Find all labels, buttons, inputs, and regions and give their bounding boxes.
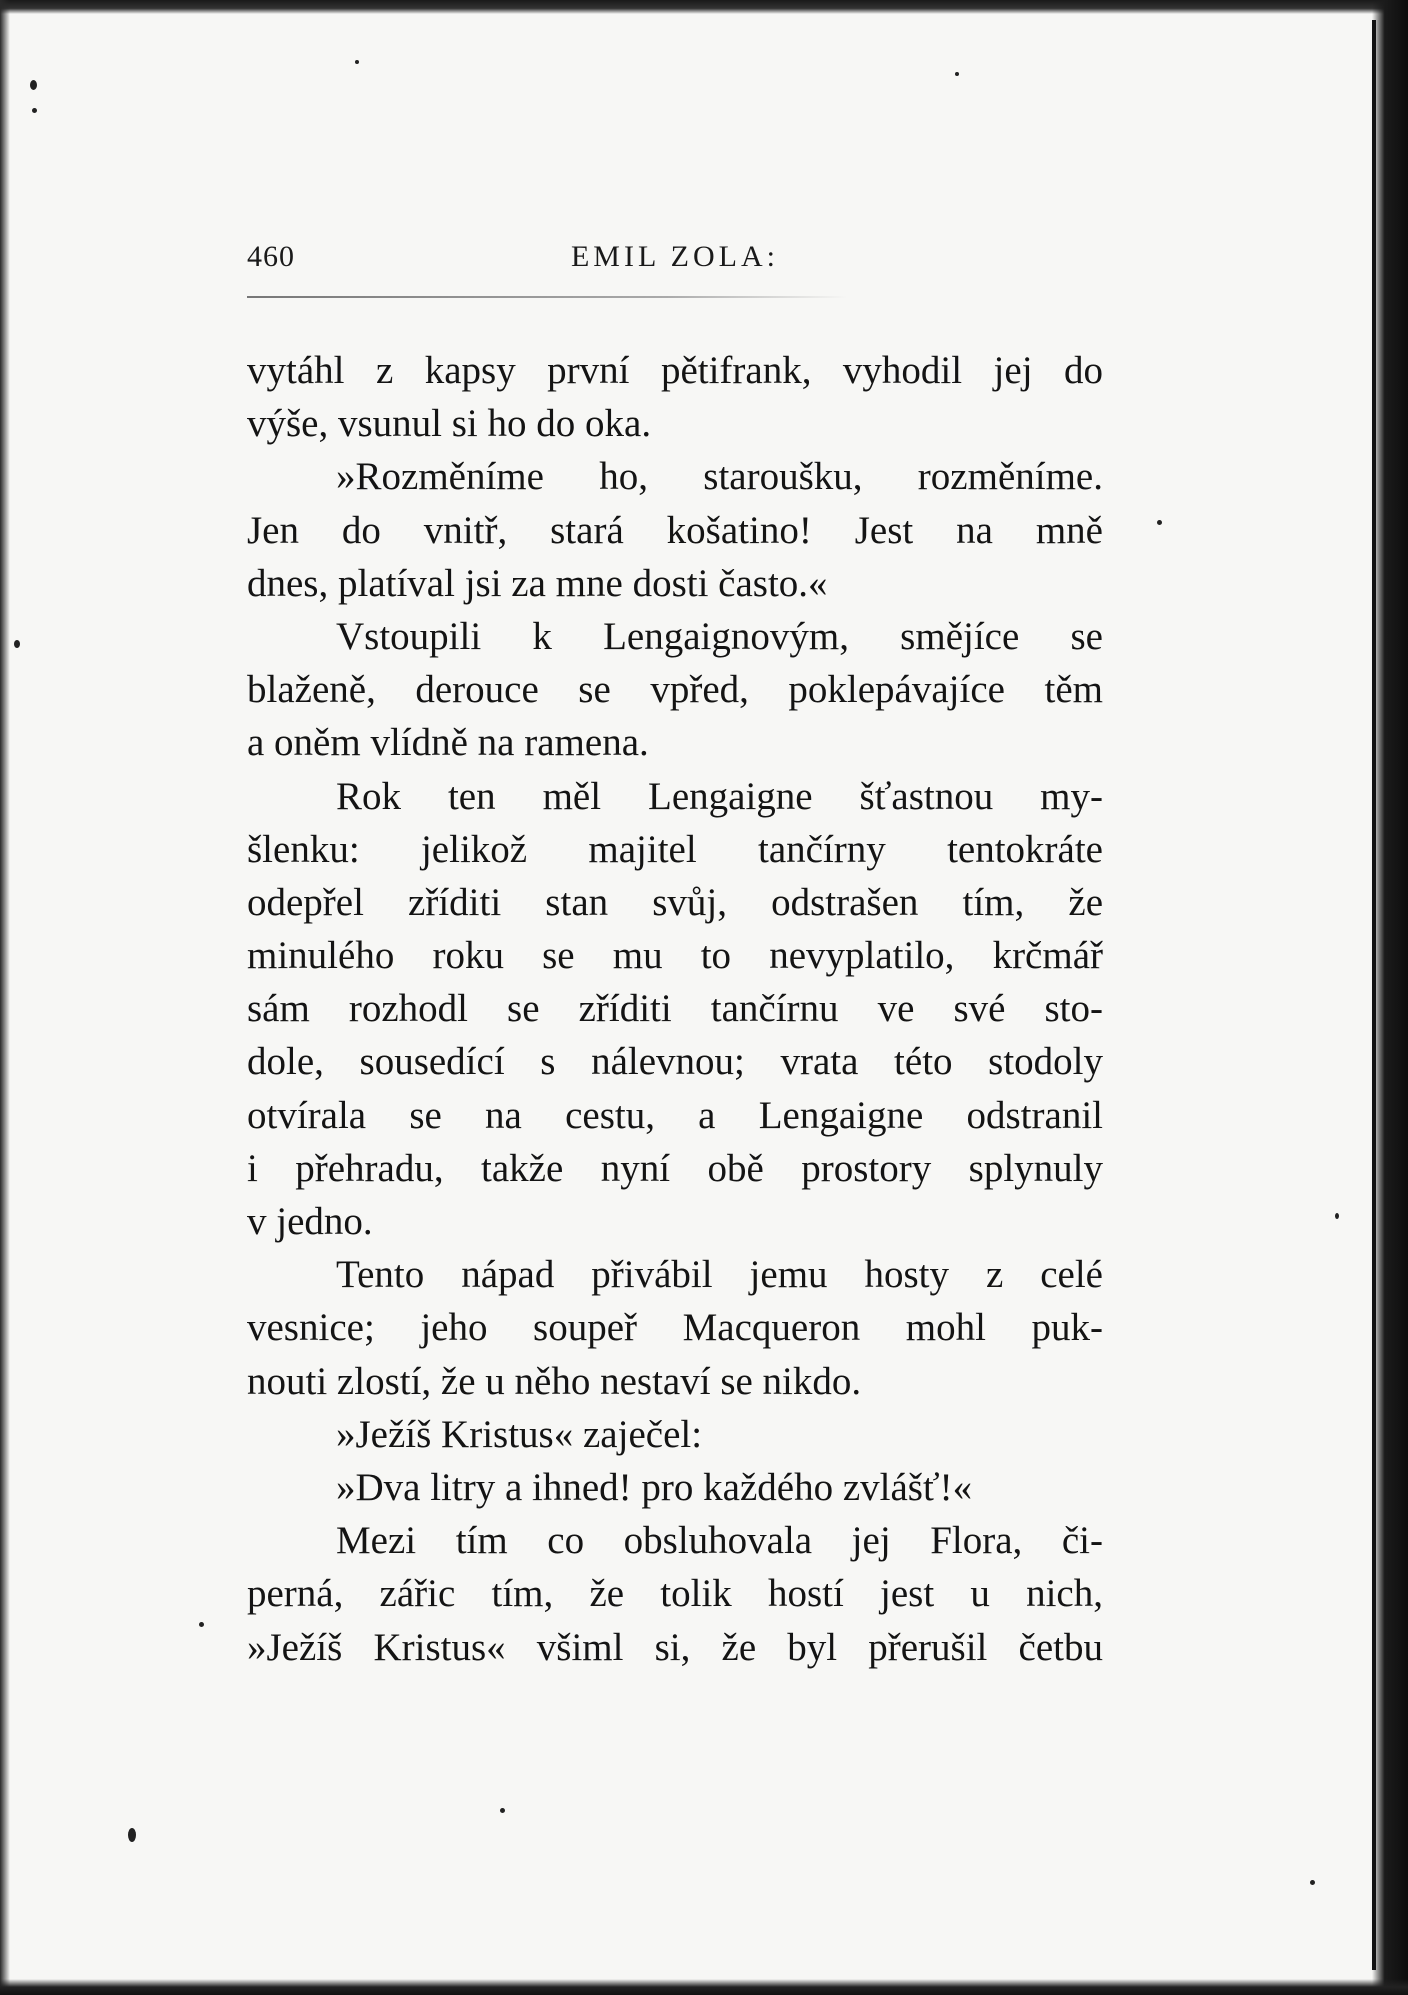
text-line: perná, zářic tím, že tolik hostí jest u nich, bbox=[247, 1572, 1103, 1616]
scan-speck bbox=[1335, 1213, 1339, 1219]
scan-speck bbox=[1157, 520, 1162, 525]
scan-speck bbox=[128, 1828, 136, 1842]
text-line: odepřel zříditi stan svůj, odstrašen tím, že bbox=[247, 880, 1103, 924]
scan-speck bbox=[500, 1808, 505, 1813]
scan-speck bbox=[199, 1622, 204, 1627]
page-number: 460 bbox=[247, 240, 295, 273]
text-line: v jedno. bbox=[247, 1200, 373, 1243]
page-header bbox=[247, 240, 1103, 280]
text-line: výše, vsunul si ho do oka. bbox=[247, 402, 652, 446]
scan-speck bbox=[14, 640, 20, 648]
scan-edge-top bbox=[0, 0, 1408, 14]
text-line: a oněm vlídně na ramena. bbox=[247, 721, 649, 765]
text-line: šlenku: jelikož majitel tančírny tentokráte bbox=[247, 827, 1103, 871]
text-line: dnes, platíval jsi za mne dosti často.« bbox=[247, 561, 828, 605]
scan-edge-bottom bbox=[0, 1979, 1408, 1995]
text-line: »Ježíš Kristus« zaječel: bbox=[336, 1412, 703, 1456]
scan-speck bbox=[955, 72, 959, 76]
header-rule bbox=[247, 296, 847, 298]
running-head: EMIL ZOLA: bbox=[570, 240, 780, 273]
text-line: Mezi tím co obsluhovala jej Flora, či- bbox=[336, 1519, 1103, 1563]
text-line: i přehradu, takže nyní obě prostory splynuly bbox=[247, 1146, 1103, 1190]
text-line: »Dva litry a ihned! pro každého zvlášť!« bbox=[336, 1465, 973, 1509]
text-line: vesnice; jeho soupeř Macqueron mohl puk- bbox=[247, 1306, 1103, 1350]
text-line: minulého roku se mu to nevyplatilo, krčmář bbox=[247, 934, 1103, 978]
text-line: sám rozhodl se zříditi tančírnu ve své sto- bbox=[247, 987, 1103, 1031]
scan-speck bbox=[32, 108, 37, 113]
text-line: »Ježíš Kristus« všiml si, že byl přerušil četbu bbox=[247, 1625, 1103, 1669]
scan-speck bbox=[1310, 1880, 1315, 1885]
text-line: dole, sousedící s nálevnou; vrata této stodoly bbox=[247, 1040, 1103, 1084]
binding-shadow bbox=[1372, 20, 1376, 1970]
scan-speck bbox=[30, 80, 37, 90]
text-line: Vstoupili k Lengaignovým, smějíce se bbox=[336, 614, 1103, 658]
scan-edge-left bbox=[0, 0, 10, 1995]
text-line: Tento nápad přivábil jemu hosty z celé bbox=[336, 1253, 1103, 1297]
text-line: otvírala se na cestu, a Lengaigne odstranil bbox=[247, 1093, 1103, 1137]
text-line: vytáhl z kapsy první pětifrank, vyhodil jej do bbox=[247, 349, 1103, 392]
text-line: »Rozměníme ho, staroušku, rozměníme. bbox=[336, 455, 1103, 499]
scan-edge-right bbox=[1372, 0, 1408, 1995]
text-line: Rok ten měl Lengaigne šťastnou my- bbox=[336, 774, 1103, 818]
scan-speck bbox=[355, 60, 359, 64]
text-line: nouti zlostí, že u něho nestaví se nikdo. bbox=[247, 1359, 862, 1403]
body-text bbox=[247, 344, 1103, 1674]
text-line: Jen do vnitř, stará košatino! Jest na mně bbox=[247, 508, 1103, 552]
text-line: blaženě, derouce se vpřed, poklepávajíce těm bbox=[247, 668, 1103, 712]
